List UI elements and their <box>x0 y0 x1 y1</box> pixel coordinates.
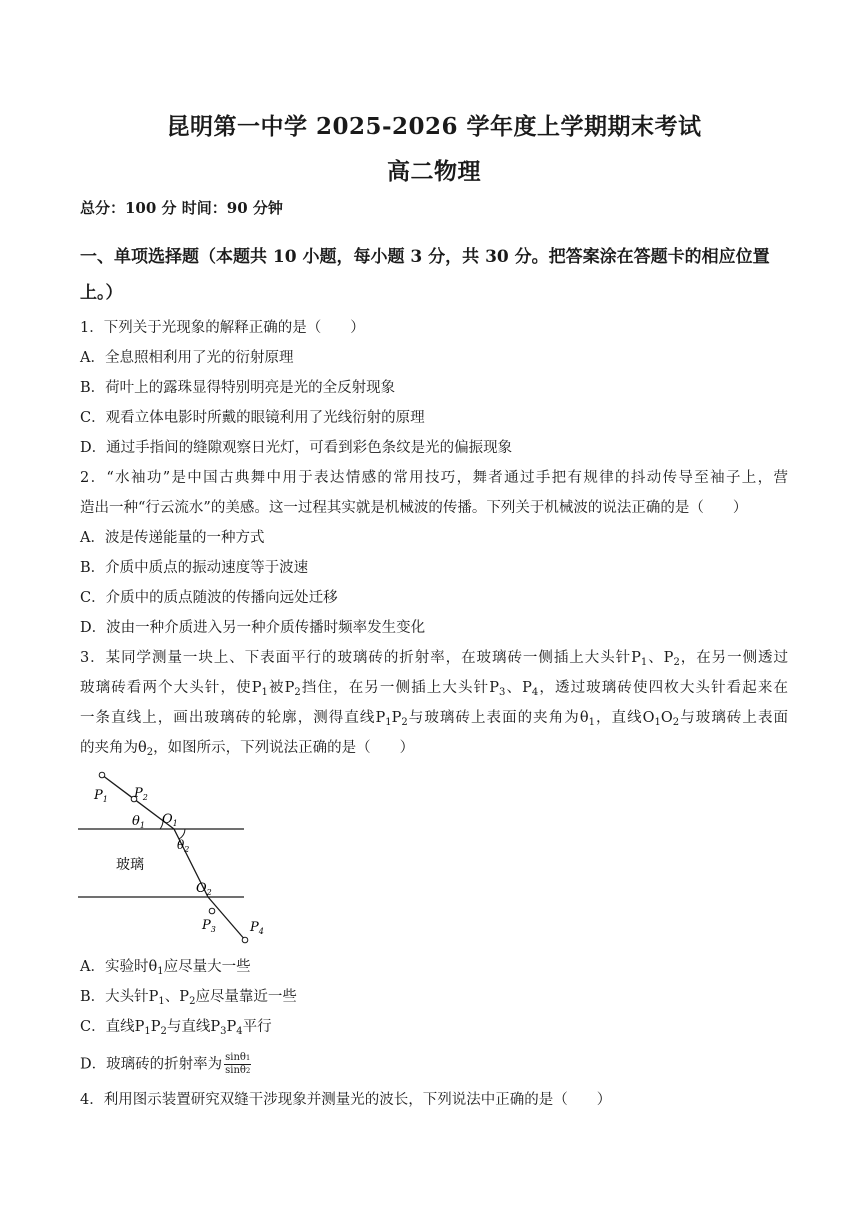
q1-option-b: B．荷叶上的露珠显得特别明亮是光的全反射现象 <box>80 380 396 396</box>
emergent-ray <box>208 897 246 941</box>
q2-stem-line2: 造出一种“行云流水”的美感。这一过程其实就是机械波的传播。下列关于机械波的说法正确的是（ ） <box>80 500 748 516</box>
q3-stem-line1: 3．某同学测量一块上、下表面平行的玻璃砖的折射率，在玻璃砖一侧插上大头针$P_1$、$P_2$，在另一侧透过 <box>80 650 788 668</box>
q3-option-d: D．玻璃砖的折射率为 $\frac{\sin\theta 1}{\sin\theta 2}$ <box>80 1052 251 1076</box>
q3-stem-line4: 的夹角为$\theta_2$，如图所示，下列说法正确的是（ ） <box>80 740 415 758</box>
section-heading-line1: 一、单项选择题（本题共 10 小题，每小题 3 分，共 30 分。把答案涂在答题卡的相应位置 <box>80 247 770 267</box>
q1-option-c: C．观看立体电影时所戴的眼镜利用了光线衍射的原理 <box>80 410 425 426</box>
score-info: 总分：100 分 时间：90 分钟 <box>80 199 283 217</box>
q3-stem-line3: 一条直线上，画出玻璃砖的轮廓，测得直线$P_1P_2$与玻璃砖上表面的夹角为$\theta_1$，直线$O_1O_2$与玻璃砖上表面 <box>80 710 789 728</box>
label-o1: $O_1$ <box>162 812 178 828</box>
exam-title: 昆明第一中学 2025-2026 学年度上学期期末考试 <box>166 113 702 140</box>
q3-option-a: A．实验时$\theta_1$应尽量大一些 <box>80 959 251 977</box>
q3-option-c: C．直线$P_1P_2$与直线$P_3P_4$平行 <box>80 1019 272 1037</box>
label-p4: $P_4$ <box>250 920 264 936</box>
label-o2: $O_2$ <box>196 881 212 897</box>
q2-option-a: A．波是传递能量的一种方式 <box>80 530 265 546</box>
q1-stem: 1．下列关于光现象的解释正确的是（ ） <box>80 320 365 336</box>
label-p1: $P_1$ <box>94 788 108 804</box>
refractive-index-fraction: $\frac{\sin\theta 1}{\sin\theta 2}$ <box>225 1052 251 1076</box>
section-heading-line2: 上。） <box>80 283 123 303</box>
q1-option-a: A．全息照相利用了光的衍射原理 <box>80 350 294 366</box>
label-p2: $P_2$ <box>134 786 148 802</box>
exam-subtitle: 高二物理 <box>387 158 481 185</box>
pin-p3 <box>209 908 215 914</box>
pin-p1 <box>99 772 105 778</box>
q2-option-d: D．波由一种介质进入另一种介质传播时频率发生变化 <box>80 620 426 636</box>
q2-option-c: C．介质中的质点随波的传播向远处迁移 <box>80 590 338 606</box>
refraction-diagram <box>72 765 272 950</box>
q2-option-b: B．介质中质点的振动速度等于波速 <box>80 560 309 576</box>
label-p3: $P_3$ <box>202 918 216 934</box>
pin-p4 <box>242 937 248 943</box>
q3-option-b: B．大头针$P_1$、$P_2$应尽量靠近一些 <box>80 989 297 1007</box>
q1-option-d: D．通过手指间的缝隙观察日光灯，可看到彩色条纹是光的偏振现象 <box>80 440 513 456</box>
label-theta2: $\theta_2$ <box>177 838 190 854</box>
q3-stem-line2: 玻璃砖看两个大头针，使$P_1$被$P_2$挡住，在另一侧插上大头针$P_3$、$P_4$，透过玻璃砖使四枚大头针看起来在 <box>80 680 789 698</box>
q2-stem-line1: 2．“水袖功”是中国古典舞中用于表达情感的常用技巧，舞者通过手把有规律的抖动传导至袖子上，营 <box>80 470 788 486</box>
label-glass: 玻璃 <box>116 857 144 873</box>
label-theta1: $\theta_1$ <box>132 814 145 830</box>
q4-stem: 4．利用图示装置研究双缝干涉现象并测量光的波长，下列说法中正确的是（ ） <box>80 1092 612 1108</box>
